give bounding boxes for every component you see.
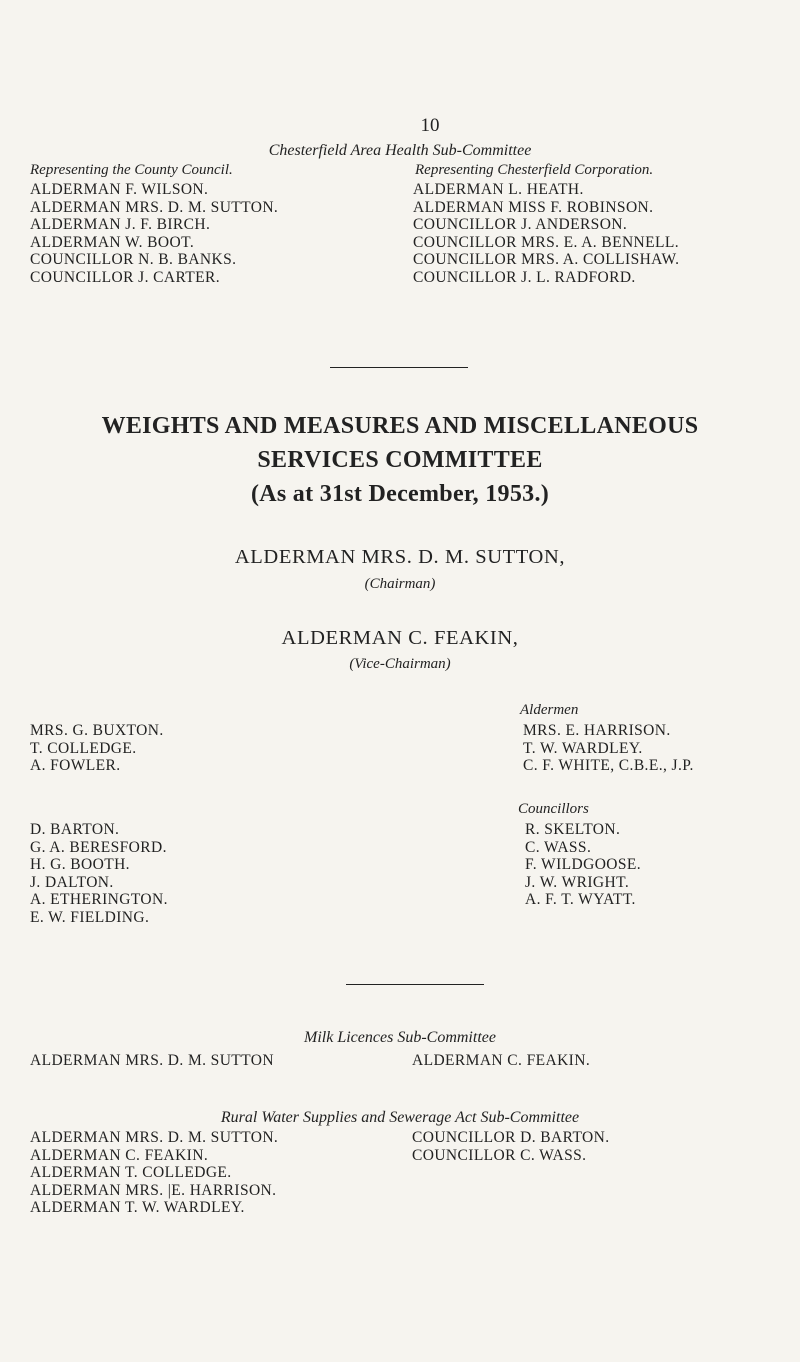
member-name: COUNCILLOR J. L. RADFORD.	[413, 268, 636, 286]
member-name: COUNCILLOR C. WASS.	[412, 1146, 587, 1164]
aldermen-left-list	[30, 722, 164, 775]
councillor-name: A. F. T. WYATT.	[525, 891, 636, 908]
aldermen-heading: Aldermen	[520, 702, 579, 718]
alderman-name: T. COLLEDGE.	[30, 739, 137, 757]
weights-title-line-2: SERVICES COMMITTEE	[257, 447, 543, 473]
councillor-name: J. W. WRIGHT.	[525, 873, 630, 891]
member-name: COUNCILLOR MRS. E. A. BENNELL.	[413, 233, 680, 251]
member-name: ALDERMAN MRS. |E. HARRISON.	[30, 1181, 277, 1199]
member-name: COUNCILLOR J. ANDERSON.	[413, 216, 628, 233]
member-name: ALDERMAN T. COLLEDGE.	[30, 1164, 232, 1181]
chesterfield-county-members	[30, 181, 278, 286]
councillor-name: G. A. BERESFORD.	[30, 838, 167, 856]
councillors-heading: Councillors	[518, 801, 589, 817]
chesterfield-heading: Chesterfield Area Health Sub-Committee	[268, 142, 532, 159]
alderman-name: MRS. G. BUXTON.	[30, 722, 164, 739]
member-name: COUNCILLOR N. B. BANKS.	[30, 251, 237, 268]
rural-right-members	[412, 1129, 610, 1164]
rural-heading: Rural Water Supplies and Sewerage Act Sub-Committee	[220, 1109, 580, 1126]
member-name: ALDERMAN J. F. BIRCH.	[30, 216, 211, 233]
member-name: ALDERMAN F. WILSON.	[30, 181, 209, 198]
member-name: ALDERMAN MRS. D. M. SUTTON.	[30, 198, 279, 216]
weights-title-line-1: WEIGHTS AND MEASURES AND MISCELLANEOUS	[101, 413, 699, 439]
alderman-name: C. F. WHITE, C.B.E., J.P.	[523, 757, 694, 774]
alderman-name: A. FOWLER.	[30, 757, 121, 774]
member-name: ALDERMAN T. W. WARDLEY.	[30, 1199, 245, 1216]
councillors-right-list	[525, 821, 641, 909]
councillor-name: F. WILDGOOSE.	[525, 856, 642, 873]
section-divider	[346, 984, 484, 985]
aldermen-right-list	[523, 722, 694, 775]
member-name: ALDERMAN W. BOOT.	[30, 233, 195, 251]
chesterfield-corporation-members	[413, 181, 679, 286]
councillor-name: E. W. FIELDING.	[30, 908, 150, 926]
councillor-name: R. SKELTON.	[525, 821, 621, 838]
member-name: ALDERMAN MRS. D. M. SUTTON.	[30, 1129, 279, 1146]
chesterfield-left-subheading: Representing the County Council.	[30, 162, 233, 178]
councillor-name: C. WASS.	[525, 838, 592, 856]
page-number: 10	[420, 115, 440, 136]
chairman-name: ALDERMAN MRS. D. M. SUTTON,	[234, 546, 566, 568]
chesterfield-right-subheading: Representing Chesterfield Corporation.	[415, 162, 654, 178]
rural-left-members	[30, 1129, 278, 1217]
member-name: ALDERMAN MISS F. ROBINSON.	[413, 198, 654, 216]
councillor-name: A. ETHERINGTON.	[30, 891, 168, 908]
councillor-name: H. G. BOOTH.	[30, 856, 130, 873]
vice-chairman-name: ALDERMAN C. FEAKIN,	[281, 627, 519, 649]
weights-title-line-3: (As at 31st December, 1953.)	[250, 481, 550, 507]
section-divider	[330, 367, 468, 368]
member-name: COUNCILLOR D. BARTON.	[412, 1129, 610, 1146]
milk-member-1: ALDERMAN MRS. D. M. SUTTON	[30, 1052, 274, 1069]
milk-member-2: ALDERMAN C. FEAKIN.	[412, 1052, 591, 1069]
member-name: COUNCILLOR J. CARTER.	[30, 268, 221, 286]
councillor-name: D. BARTON.	[30, 821, 120, 838]
member-name: ALDERMAN C. FEAKIN.	[30, 1146, 209, 1164]
member-name: ALDERMAN L. HEATH.	[413, 181, 584, 198]
chairman-role: (Chairman)	[364, 576, 436, 592]
alderman-name: MRS. E. HARRISON.	[523, 722, 671, 739]
alderman-name: T. W. WARDLEY.	[523, 739, 643, 757]
councillor-name: J. DALTON.	[30, 873, 114, 891]
vice-chairman-role: (Vice-Chairman)	[349, 656, 451, 672]
milk-heading: Milk Licences Sub-Committee	[304, 1029, 496, 1046]
councillors-left-list	[30, 821, 168, 926]
member-name: COUNCILLOR MRS. A. COLLISHAW.	[413, 251, 680, 268]
